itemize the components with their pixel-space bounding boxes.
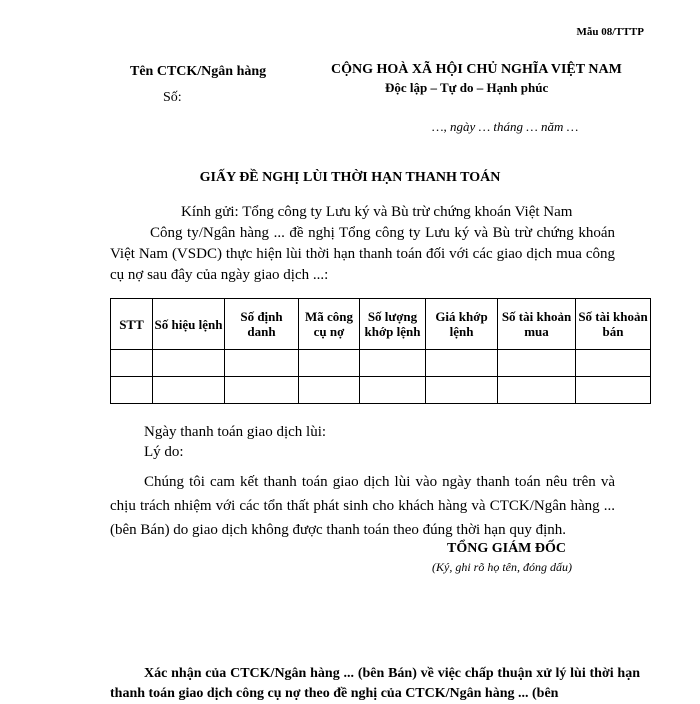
reason-label: Lý do:: [144, 444, 184, 460]
signer-title: TỔNG GIÁM ĐỐC: [447, 541, 566, 556]
national-title: CỘNG HOÀ XÃ HỘI CHỦ NGHĨA VIỆT NAM: [331, 62, 622, 77]
table-cell: [576, 350, 651, 377]
column-header-debt-code: Mã công cụ nợ: [299, 299, 360, 350]
table-cell: [426, 377, 498, 404]
column-header-identifier: Số định danh: [225, 299, 299, 350]
national-motto: Độc lập – Tự do – Hạnh phúc: [385, 80, 549, 95]
table-header-row: [111, 299, 651, 350]
signature-note: (Ký, ghi rõ họ tên, đóng dấu): [432, 560, 572, 574]
table-cell: [225, 350, 299, 377]
table-cell: [576, 377, 651, 404]
column-header-order-number: Số hiệu lệnh: [153, 299, 225, 350]
form-code: Mẫu 08/TTTP: [576, 26, 644, 38]
column-header-stt: STT: [111, 299, 153, 350]
column-header-matched-quantity: Số lượng khớp lệnh: [360, 299, 426, 350]
column-header-matched-price: Giá khớp lệnh: [426, 299, 498, 350]
table-row: [111, 350, 651, 377]
transactions-table: [110, 298, 651, 404]
organization-label: Tên CTCK/Ngân hàng: [130, 64, 267, 79]
table-cell: [299, 350, 360, 377]
document-title: GIẤY ĐỀ NGHỊ LÙI THỜI HẠN THANH TOÁN: [199, 170, 501, 185]
table-cell: [360, 377, 426, 404]
date-line: …, ngày … tháng … năm …: [432, 119, 579, 134]
table-cell: [225, 377, 299, 404]
settlement-date-label: Ngày thanh toán giao dịch lùi:: [144, 424, 327, 440]
table-cell: [299, 377, 360, 404]
column-header-buy-account: Số tài khoản mua: [498, 299, 576, 350]
intro-paragraph: Công ty/Ngân hàng ... đề nghị Tổng công ty Lưu ký và Bù trừ chứng khoán Việt Nam (VSDC) thực hiện lùi thời hạn thanh toán đối với các giao dịch mua công cụ nợ sau đây của ngày giao dịch ...:: [110, 225, 615, 283]
table-cell: [498, 377, 576, 404]
table-cell: [111, 377, 153, 404]
table-cell: [153, 377, 225, 404]
greeting: Kính gửi: Tổng công ty Lưu ký và Bù trừ chứng khoán Việt Nam: [181, 204, 573, 220]
table-cell: [153, 350, 225, 377]
table-row: [111, 377, 651, 404]
column-header-sell-account: Số tài khoản bán: [576, 299, 651, 350]
table-cell: [426, 350, 498, 377]
table-cell: [360, 350, 426, 377]
table-cell: [111, 350, 153, 377]
commitment-paragraph: Chúng tôi cam kết thanh toán giao dịch lùi vào ngày thanh toán nêu trên và chịu trách nhiệm với các tổn thất phát sinh cho khách hàng và CTCK/Ngân hàng ... (bên Bán) do giao dịch không được thanh toán theo đúng thời hạn quy định.: [110, 474, 615, 538]
table-cell: [498, 350, 576, 377]
seller-confirmation-paragraph: Xác nhận của CTCK/Ngân hàng ... (bên Bán) về việc chấp thuận xử lý lùi thời hạn thanh toán giao dịch công cụ nợ theo đề nghị của CTCK/Ngân hàng ... (bên: [110, 666, 640, 701]
document-number-label: Số:: [163, 90, 182, 105]
